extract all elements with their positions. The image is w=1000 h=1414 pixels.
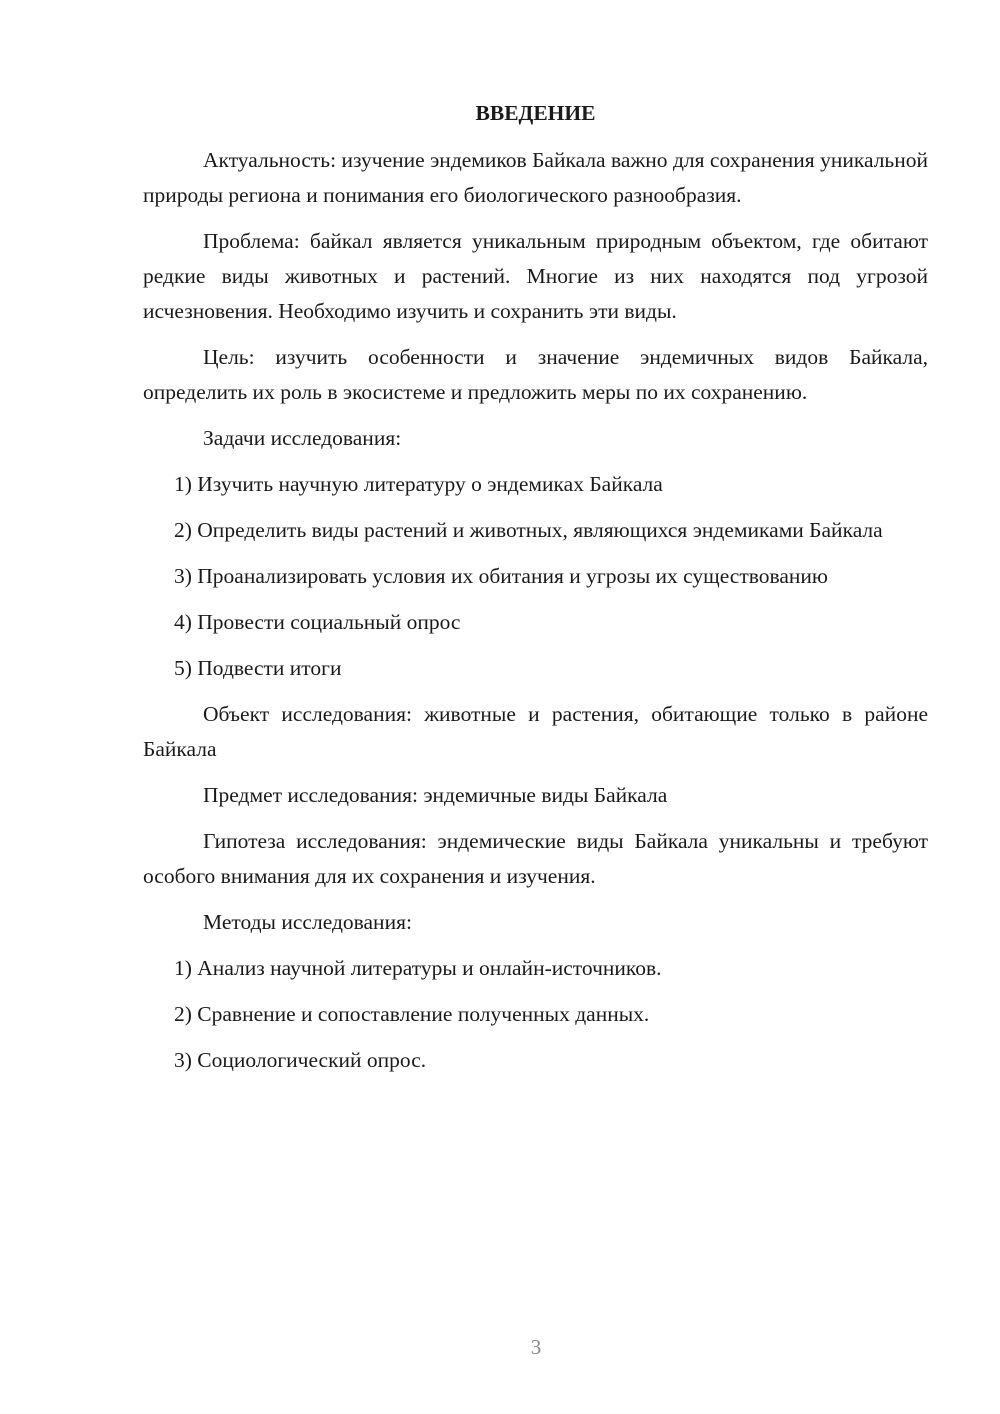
paragraph-subject: Предмет исследования: эндемичные виды Байкала: [203, 783, 668, 807]
paragraph-tasks-heading: Задачи исследования:: [203, 426, 402, 450]
document-page: [143, 96, 928, 1089]
task-item: 5) Подвести итоги: [174, 656, 342, 680]
paragraph-goal: Цель: изучить особенности и значение эндемичных видов Байкала, определить их роль в экосистеме и предложить меры по их сохранению.: [143, 345, 928, 404]
paragraph-object: Объект исследования: животные и растения, обитающие только в районе Байкала: [143, 702, 928, 761]
task-item: 3) Проанализировать условия их обитания и угрозы их существованию: [174, 564, 828, 588]
task-item: 1) Изучить научную литературу о эндемиках Байкала: [174, 472, 663, 496]
method-item: 2) Сравнение и сопоставление полученных данных.: [174, 1002, 650, 1026]
section-title: ВВЕДЕНИЕ: [475, 101, 596, 125]
method-item: 3) Социологический опрос.: [174, 1048, 427, 1072]
task-item: 4) Провести социальный опрос: [174, 610, 461, 634]
method-item: 1) Анализ научной литературы и онлайн-источников.: [174, 956, 662, 980]
paragraph-methods-heading: Методы исследования:: [203, 910, 412, 934]
paragraph-hypothesis: Гипотеза исследования: эндемические виды Байкала уникальны и требуют особого внимания для их сохранения и изучения.: [143, 829, 928, 888]
page-number: 3: [530, 1335, 542, 1359]
paragraph-problem: Проблема: байкал является уникальным природным объектом, где обитают редкие виды животных и растений. Многие из них находятся под угрозой исчезновения. Необходимо изучить и сохранить эти виды.: [143, 229, 928, 323]
paragraph-relevance: Актуальность: изучение эндемиков Байкала важно для сохранения уникальной природы региона и понимания его биологического разнообразия.: [143, 148, 928, 207]
task-item: 2) Определить виды растений и животных, являющихся эндемиками Байкала: [174, 518, 883, 542]
